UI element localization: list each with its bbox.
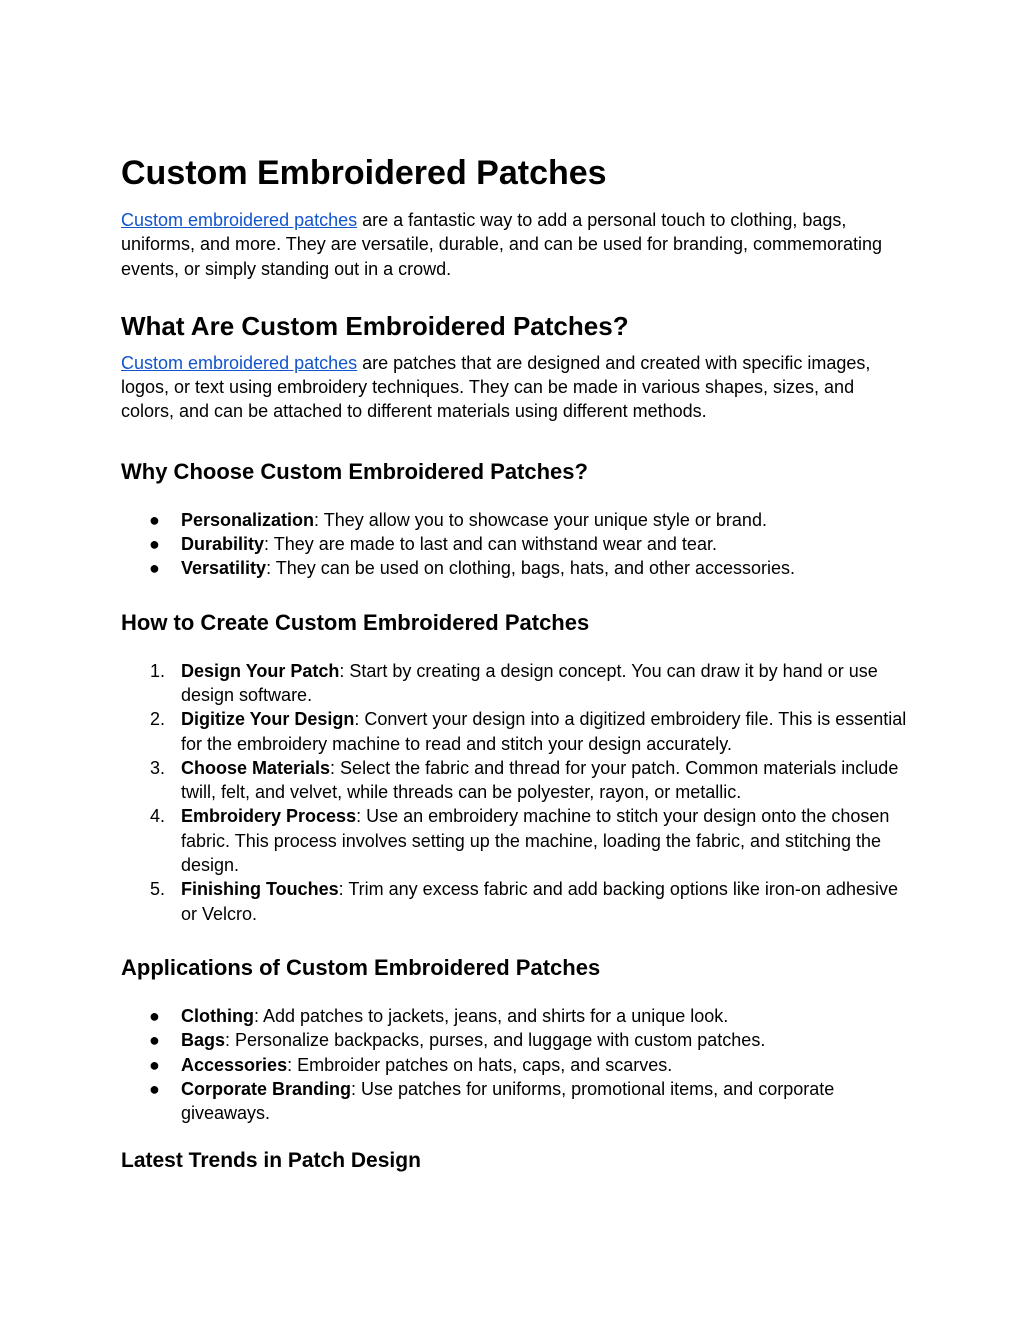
list-item [121, 707, 911, 756]
list-item-term: Corporate Branding [181, 1078, 352, 1099]
list-item [121, 532, 911, 556]
why-list [121, 508, 911, 581]
list-item [121, 1004, 911, 1028]
list-item-text: : Select the fabric and thread for your patch. Common materials include twill, felt, and velvet, while threads can be polyester, rayon, or metallic. [181, 757, 899, 803]
list-item [121, 1077, 911, 1126]
list-item-text: : Use an embroidery machine to stitch your design onto the chosen fabric. This process involves setting up the machine, loading the fabric, and stitching the design. [181, 806, 890, 876]
bullet-marker: ● [149, 1054, 160, 1075]
heading-latest-trends: Latest Trends in Patch Design [121, 1149, 421, 1173]
what-link[interactable]: Custom embroidered patches [121, 352, 358, 373]
what-text: are patches that are designed and created with specific images, logos, or text using embroidery techniques. They can be made in various shapes, sizes, and colors, and can be attached to different materials using different methods. [121, 352, 871, 422]
intro-link[interactable]: Custom embroidered patches [121, 210, 358, 230]
list-item [121, 659, 911, 708]
list-item-term: Personalization [181, 509, 315, 530]
list-item-text: : Use patches for uniforms, promotional items, and corporate giveaways. [181, 1078, 835, 1124]
list-item-text: : Trim any excess fabric and add backing options like iron-on adhesive or Velcro. [181, 879, 898, 924]
list-item-term: Bags [181, 1030, 226, 1051]
how-list [121, 659, 911, 926]
list-item-text: : Convert your design into a digitized embroidery file. This is essential for the embroidery machine to read and stitch your design accurately. [181, 709, 907, 754]
heading-what-are: What Are Custom Embroidered Patches? [121, 310, 629, 341]
list-item-term: Choose Materials [181, 757, 331, 778]
list-item-term: Embroidery Process [181, 806, 357, 827]
list-item-term: Accessories [181, 1054, 288, 1075]
list-item-term: Digitize Your Design [181, 709, 355, 730]
list-item-term: Finishing Touches [181, 879, 339, 900]
list-item-text: : Start by creating a design concept. You can draw it by hand or use design software. [181, 660, 878, 705]
document-page [121, 150, 911, 1175]
list-item-text: : They can be used on clothing, bags, hats, and other accessories. [266, 558, 796, 579]
page-title: Custom Embroidered Patches [121, 154, 607, 192]
what-paragraph [121, 351, 911, 424]
list-item-text: : They are made to last and can withstand wear and tear. [264, 534, 717, 555]
list-item-text: : Embroider patches on hats, caps, and scarves. [287, 1054, 673, 1075]
heading-why-choose: Why Choose Custom Embroidered Patches? [121, 458, 588, 484]
bullet-marker: ● [149, 1005, 160, 1026]
list-item-text: : Personalize backpacks, purses, and luggage with custom patches. [225, 1030, 766, 1051]
apps-list [121, 1004, 911, 1125]
number-marker: 5. [150, 879, 166, 900]
number-marker: 1. [150, 660, 166, 681]
bullet-marker: ● [149, 534, 160, 555]
heading-how-to-create: How to Create Custom Embroidered Patches [121, 609, 590, 635]
list-item [121, 508, 911, 532]
bullet-marker: ● [149, 1030, 160, 1051]
list-item-term: Design Your Patch [181, 660, 340, 681]
number-marker: 4. [150, 806, 166, 827]
list-item [121, 1053, 911, 1077]
list-item [121, 804, 911, 877]
list-item [121, 1028, 911, 1052]
intro-text: are a fantastic way to add a personal touch to clothing, bags, uniforms, and more. They are versatile, durable, and can be used for branding, commemorating events, or simply standing out in a crowd. [121, 210, 883, 279]
list-item-text: : They allow you to showcase your unique style or brand. [314, 509, 767, 530]
number-marker: 2. [150, 709, 166, 730]
list-item-term: Versatility [181, 558, 267, 579]
list-item [121, 556, 911, 580]
intro-paragraph [121, 208, 911, 281]
list-item-text: : Add patches to jackets, jeans, and shirts for a unique look. [253, 1005, 729, 1026]
list-item [121, 877, 911, 926]
heading-applications: Applications of Custom Embroidered Patches [121, 954, 601, 980]
number-marker: 3. [150, 757, 166, 778]
bullet-marker: ● [149, 1078, 160, 1099]
bullet-marker: ● [149, 558, 160, 579]
list-item [121, 756, 911, 805]
list-item-term: Clothing [181, 1005, 254, 1026]
list-item-term: Durability [181, 534, 265, 555]
bullet-marker: ● [149, 509, 160, 530]
